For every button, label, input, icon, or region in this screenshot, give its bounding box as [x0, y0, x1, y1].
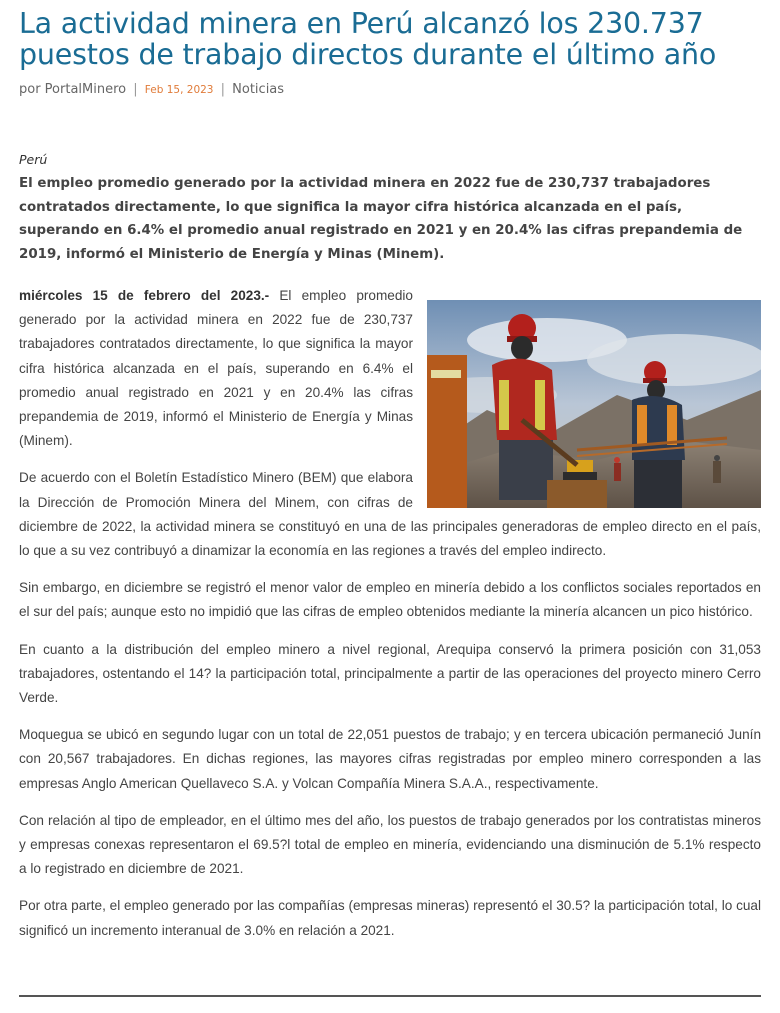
- article-meta: [19, 81, 761, 99]
- author-link[interactable]: por PortalMinero: [19, 82, 127, 97]
- paragraph-1-text: El empleo promedio generado por la actividad minera en 2022 fue de 230,737 trabajadores contratados directamente, lo que significa la mayor cifra histórica alcanzada en el país, superando en 6.4% el promedio anual registrado en 2021 y en 20.4% las cifras prepandemia de 2019, informó el Ministerio de Energía y Minas (Minem).: [19, 288, 413, 449]
- body-paragraph: De acuerdo con el Boletín Estadístico Minero (BEM) que elabora la Dirección de Promoción Minera del Minem, con cifras de diciembre de 2022, la actividad minera se constituyó en una de las principales generadoras de empleo directo en el país, lo que a su vez contribuyó a dinamizar la economía en las regiones a través del empleo indirecto.: [19, 470, 761, 559]
- body-paragraph: En cuanto a la distribución del empleo minero a nivel regional, Arequipa conservó la primera posición con 31,053 trabajadores, ostentando el 14? la participación total, principalmente a partir de las operaciones del proyecto minero Cerro Verde.: [19, 641, 761, 706]
- body-paragraph: Por otra parte, el empleo generado por las compañías (empresas mineras) representó el 30.5? la participación total, lo cual significó un incremento interanual de 3.0% en relación a 2021.: [19, 898, 762, 938]
- article: [19, 0, 761, 956]
- article-body: [19, 284, 761, 943]
- publish-date: Feb 15, 2023: [144, 84, 214, 96]
- bottom-divider: [19, 995, 761, 997]
- article-title: La actividad minera en Perú alcanzó los 230.737 puestos de trabajo directos durante el último año: [19, 7, 717, 71]
- article-lead: El empleo promedio generado por la actividad minera en 2022 fue de 230,737 trabajadores contratados directamente, lo que significa la mayor cifra histórica alcanzada en el país, superando en 6.4% el promedio anual registrado en 2021 y en 20.4% las cifras prepandemia de 2019, informó el Ministerio de Energía y Minas (Minem).: [19, 176, 743, 262]
- mining-workers-photo: [427, 300, 761, 508]
- category-link[interactable]: Noticias: [232, 82, 285, 97]
- meta-separator: |: [133, 82, 138, 97]
- body-paragraph: Sin embargo, en diciembre se registró el menor valor de empleo en minería debido a los conflictos sociales reportados en el sur del país; aunque esto no impidió que las cifras de empleo obtenidos mediante la minería alcancen un pico histórico.: [19, 580, 761, 620]
- meta-separator: |: [220, 82, 226, 97]
- dateline: miércoles 15 de febrero del 2023.-: [19, 288, 270, 303]
- body-paragraph: Moquegua se ubicó en segundo lugar con un total de 22,051 puestos de trabajo; y en tercera ubicación permaneció Junín con 20,567 trabajadores. En dichas regiones, las mayores cifras registradas por empleo minero corresponden a las empresas Anglo American Quellaveco S.A. y Volcan Compañía Minera S.A.A., respectivamente.: [19, 727, 761, 791]
- article-location: Perú: [19, 152, 48, 167]
- body-paragraph: Con relación al tipo de empleador, en el último mes del año, los puestos de trabajo generados por los contratistas mineros y empresas conexas representaron el 69.5?l total de empleo en minería, evidenciando una disminución de 5.1% respecto a lo registrado en diciembre de 2021.: [19, 812, 761, 877]
